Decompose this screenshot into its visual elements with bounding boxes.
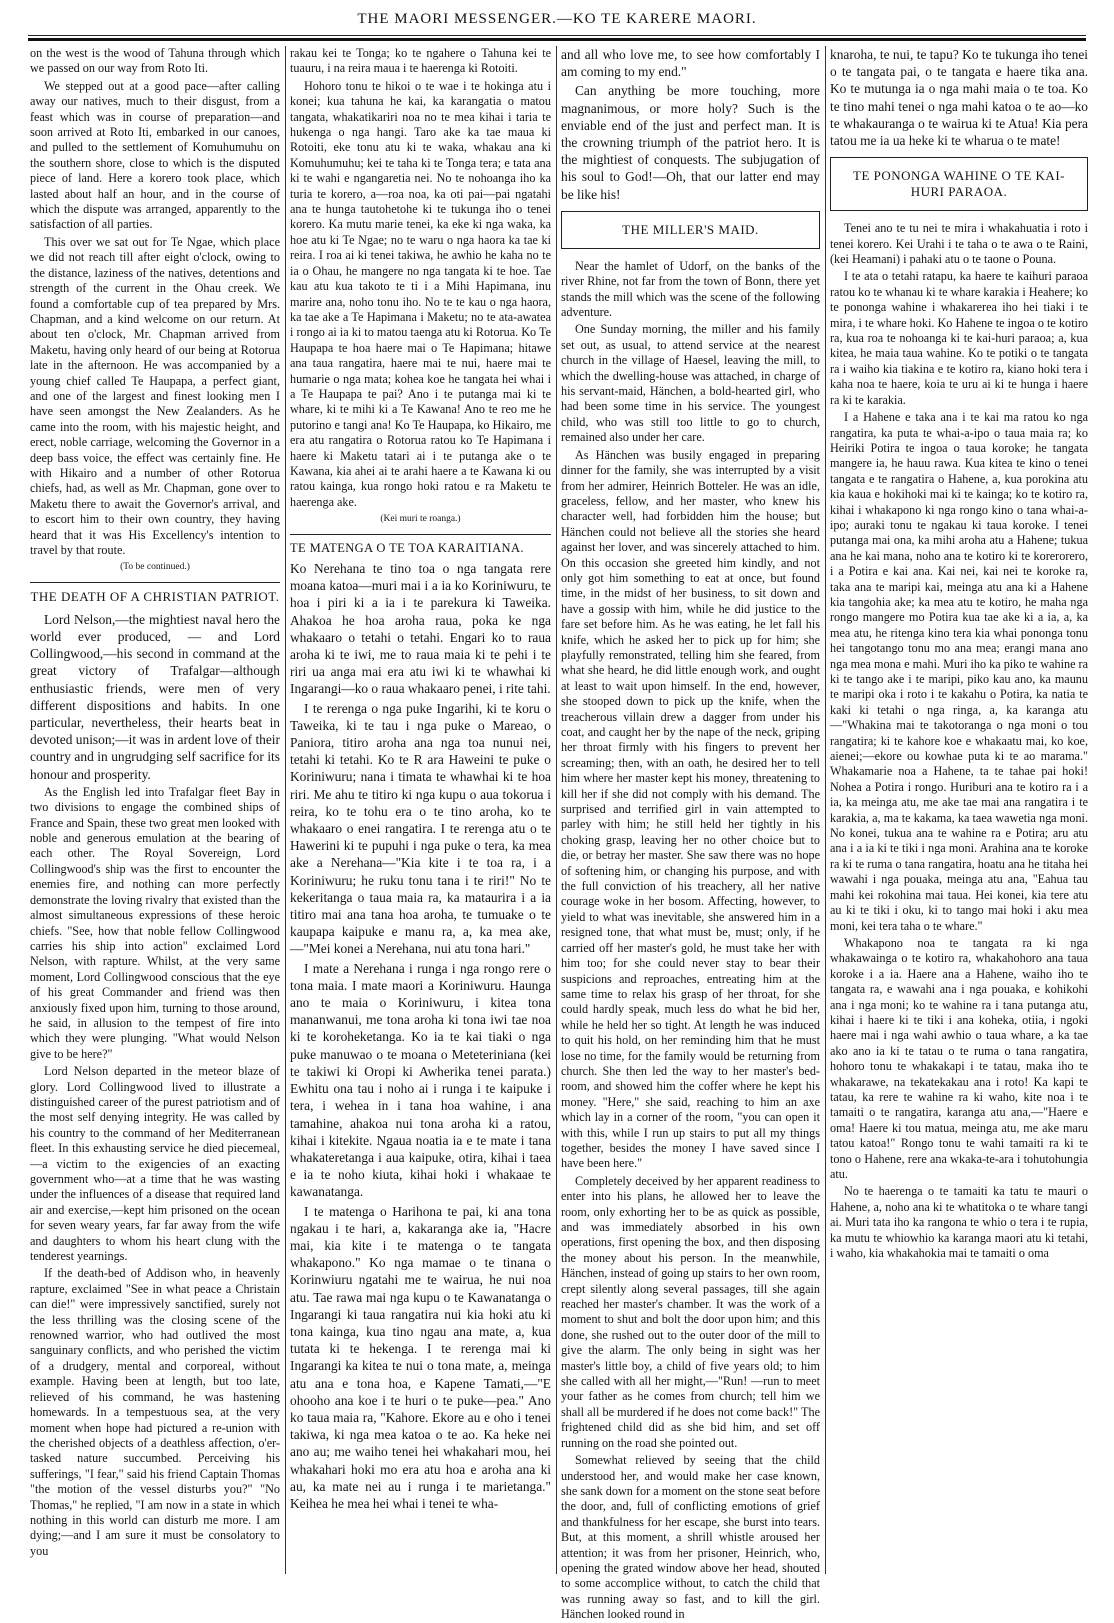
paragraph: One Sunday morning, the miller and his family set out, as usual, to attend service at the nearest church in the village of Haesel, leaving the mill, to which the dwelling-house was attached, in charge of his servant-maid, Hänchen, a bold-hearted girl, who had been some time in his service. The youngest child, who was still too little to go to church, remained also under her care. bbox=[561, 322, 820, 445]
continued-note: (Kei muri te roanga.) bbox=[380, 514, 461, 525]
paragraph: I te ata o tetahi ratapu, ka haere te kaihuri paraoa ratou ko te whanau ki te whare karakia i Heahere; ko te pononga wahine i whakarerea iho hei tiaki i te mira, i te whare hoki. Ko Hahene te ingoa o te kotiro ra, kua roa te nohoanga ki te kai-huri paraoa; a, kua kitea, he maia taua wahine. Ko te potiki o te tangata ra i waiho kia tiakina e te kotiro ra, kiano hoki tera i kaha noa te haere, koia te uru ai ki te hunga i haere ra ki te karakia. bbox=[830, 269, 1088, 407]
paragraph: Near the hamlet of Udorf, on the banks of the river Rhine, not far from the town of Bonn, there yet stands the mill which was the scene of the following adventure. bbox=[561, 258, 820, 320]
paragraph: Lord Nelson,—the mightiest naval hero the world ever produced, — and Lord Collingwood,—his second in command at the great victory of Trafalgar—although enthusiastic friends, were men of very different dispositions and habits. In one particular, nevertheless, their hearts beat in devoted unison;—it was in ardent love of their country and in ungrudging self sacrifice for its honour and prosperity. bbox=[30, 611, 280, 782]
article-heading: THE MILLER'S MAID. bbox=[622, 221, 759, 237]
article-heading: TE MATENGA O TE TOA KARAITIANA. bbox=[290, 540, 524, 555]
heading-box bbox=[830, 157, 1088, 211]
heading-box bbox=[561, 211, 820, 249]
column-3 bbox=[561, 46, 820, 1622]
paragraph: As Hänchen was busily engaged in preparing dinner for the family, she was interrupted by a visit from her admirer, Heinrich Botteler. He was an idle, graceless, fellow, and her master, who knew his character well, had forbidden him the house; but Hänchen could not believe all the stories she heard against her lover, and was sincerely attached to him. On this occasion she greeted him kindly, and not only got him something to eat at once, but found time, in the midst of her business, to sit down and have a gossip with him, while he did justice to the fare set before him. As he was eating, he let fall his knife, which he asked her to pick up for him; she playfully remonstrated, telling him she feared, from what she heard, he did little enough work, and ought at least to wait upon himself. In the end, however, she stooped down to pick up the knife, when the treacherous villain drew a dagger from under his coat, and caught her by the nape of the neck, griping her throat firmly with his fingers to prevent her screaming; then, with an oath, he desired her to tell him where her master kept his money, threatening to kill her if she did not comply with his demand. The surprised and terrified girl in vain attempted to parley with him; he still held her tightly in his choking grasp, leaving her no other choice but to die, or betray her master. She saw there was no hope of softening him, or changing his purpose, and with the full conviction of his treachery, all her native courage woke in her bosom. Affecting, however, to yield to what was inevitable, she answered him in a resigned tone, that what must be, must; only, if he carried off her master's gold, he must take her with him too; for she could never stay to bear their suspicions and reproaches, entreating him at the same time to relax his grasp of her throat, for she could hardly speak, much less do what he bid her, while he held her so tight. At length he was induced to quit his hold, on her reminding him that he must lose no time, for the family would be returning from church. She then led the way to her master's bed-room, and showed him the coffer where he kept his money. "Here," she said, reaching to him an axe which lay in a corner of the room, "you can open it with this, while I run up stairs to put all my things together, besides the money I have saved since I have been here." bbox=[561, 447, 820, 1171]
paragraph: Lord Nelson departed in the meteor blaze of glory. Lord Collingwood lived to illustrate a distinguished career of the purest patriotism and of the most self denying integrity. He was called by his country to the command of her Mediterranean fleet. In this exhausting service he died piecemeal,—a victim to the exigencies of an exacting government who—at a time that he was wasting under the influences of a disease that required land air and exercise,—kept him prisoned on the ocean for seven weary years, far far away from the wife and daughters to whom his heart clung with the tenderest yearnings. bbox=[30, 1064, 280, 1264]
paragraph: Completely deceived by her apparent readiness to enter into his plans, he allowed her to leave the room, only exhorting her to be as quick as possible, and was immediately absorbed in his own operations, first opening the box, and then disposing the money about his person. In the meanwhile, Hänchen, instead of going up stairs to her own room, crept silently along several passages, till she again reached her master's chamber. It was the work of a moment to shut and bolt the door upon him; and this done, she rushed out to the outer door of the mill to give the alarm. The only being in sight was her master's little boy, a child of five years old; to him she called with all her might,—"Run! —run to meet your father as he comes from church; tell him we shall all be murdered if he does not come back!" The frightened child did as she bid him, and set off running on the road she pointed out. bbox=[561, 1173, 820, 1450]
paragraph: If the death-bed of Addison who, in heavenly rapture, exclaimed "See in what peace a Christain can die!" were impressively sanctified, surely not the less thrilling was the closing scene of the renowned warrior, who had outlived the most sanguinary conflicts, and who perished the victim of a drudgery, mental and corporeal, without example. Having been at length, but too late, relieved of his command, he was hastening homewards. In a tempestuous sea, at the very moment when hope had pictured a re-union with the cherished objects of a deathless affection, o'er-tasked nature succumbed. Perceiving his sufferings, "I fear," said his friend Captain Thomas "the motion of the vessel disturbs you?" "No Thomas," he replied, "I am now in a state in which nothing in this world can disturb me more. I am dying;—and I am sure it must be consolatory to you bbox=[30, 1266, 280, 1558]
article-heading: TE PONONGA WAHINE O TE KAI-HURI PARAOA. bbox=[853, 168, 1065, 200]
paragraph: This over we sat out for Te Ngae, which place we did not reach till after eight o'clock, owing to the distance, laziness of the natives, detentions and strength of the current in the Ohau creek. We found a comfortable cup of tea prepared by Mrs. Chapman, and a kind welcome on our return. At about ten o'clock, Mr. Chapman arrived from Maketu, having only heard of our being at Rotorua late in the afternoon. He was accompanied by a young chief called Te Haupapa, a perfect giant, and one of the largest and finest looking men I have seen amongst the New Zealanders. As he came into the room, with his majestic height, and erect, noble carriage, welcoming the Governor in a deep bass voice, the effect was certainly fine. He with Hikairo and a number of other Rotorua chiefs, had, as well as Mr. Chapman, gone over to Maketu there to await the Governor's arrival, and to escort him to their own country, they having heard that it was His Excellency's intention to travel by that route. bbox=[30, 234, 280, 557]
column-divider bbox=[556, 46, 557, 1574]
paragraph: As the English led into Trafalgar fleet Bay in two divisions to engage the combined ships of France and Spain, these two great men looked with noble and generous emulation at the bearing of each other. The Royal Sovereign, Lord Collingwood's ship was the first to encounter the enemies fire, and nothing can more perfectly demonstrate the loving rivalry that existed than the almost simultaneous expressions of these heroic chiefs. "See, how that noble fellow Collingwood carries his ship into action" exclaimed Lord Nelson, with rapture. Whilst, at the very same moment, Lord Collingwood conscious that the eye of his great Commander and friend was then anxiously fixed upon him, turning to those around, he said, in allusion to the tempest of fire into which they were plunging. "What would Nelson give to be here?" bbox=[30, 784, 280, 1061]
column-2 bbox=[290, 46, 551, 1572]
section-divider bbox=[30, 582, 280, 583]
paragraph: Can anything be more touching, more magnanimous, or more holy? Such is the enviable end of the just and perfect man. It is the crowning triumph of the patriot hero. It is the mightiest of conquests. The subjugation of his soul to God!—Oh, that our latter end may be like his! bbox=[561, 83, 820, 202]
paragraph: knaroha, te nui, te tapu? Ko te tukunga iho tenei o te tangata pai, o te tangata e haere tika ana. Ko te mutunga ia o nga mahi maia o te toa. Ko te tino mahi tenei o nga mahi katoa o te ao—ko te whakauranga o te wairua ki te Atua! Kia pera tatou me ia ua heke ki te wharua o te mate! bbox=[830, 47, 1088, 149]
paragraph: No te haerenga o te tamaiti ka tatu te mauri o Hahene, a, noho ana ki te whatitoka o te whare tangi ai. Muri tata iho ka rangona te whio o tera i te rupia, ka mutu te whiowhio ka karanga maori atu ki tetahi, i waho, kia whakahokia mai te tamaiti o oma bbox=[830, 1184, 1088, 1261]
paragraph: I te matenga o Harihona te pai, ki ana tona ngakau i te hari, a, kakaranga ake ia, "Hacre mai, kia kite i te matenga o te tangata whakapono." Ko nga mamae o te tinana o Korinwiuru ngatahi me te wairua, he nui noa atu. Tae rawa mai nga kupu o te Kawanatanga o Ingarangi ki taua rangatira nui kia hoki atu ki tona kainga, kua tino ngau ana mate, a, kua tutata ki te hekenga. I te rerenga mai ki Ingarangi ka kitea te nui o tona mate, a, meinga atu ana e tona hoa, e Kapene Tamati,—"E ohooho ana koe i te huri o te puke—pea." Ano ko taua maia ra, "Kahore. Ekore au e oho i tenei takiwa, ki nga mea katoa o te ao. Ka heke nei ano au; me waiho tenei hei whakahari mou, hei whakahari hoki mo era atu hoa e aroha ana ki au, ka mate nei au i runga i te marietanga." Keihea he mea hei whai i tenei te wha- bbox=[290, 1203, 551, 1511]
paragraph: I a Hahene e taka ana i te kai ma ratou ko nga rangatira, ka puta te whai-a-ipo o taua maia ra; ko Heiriki Potira te ingoa o taua koroke; he tangata mangere ia, he hauu rawa. Kua kitea te kino o tenei tangata e te rangatira o Hahene, a, kua porokina atu kia kaua e hokihoki mai ki te kainga; ko te kotiro ra, kihai i whakapono ki nga rongo kino o tana whai-a-ipo; auraki tonu te ngakau ki taua koroke. I tenei putanga mai ona, ka mihi aroha atu a Hahene; tukua ana he kai mana, noho ana te kotiro ki te korerorero, i a Potira e kai ana. Kai nei, kai nei te koroke ra, taka ana te maripi kai, meinga atu ana ki a Hahene kia tangohia ake; ka mea atu te kotiro, he maha nga rongo mangere mo Potira kua tae ake ki a ia, a, ka mea atu, he ritenga kino tera kia whai pononga tonu hei tangotango tonu mo ana mea; erangi mana ano nga mea mona e mahi. Muri iho ka piko te wahine ra ki te tango ake i te maripi, piko kau ano, ka maunu te maripi oka i roto i te kakahu o Potira, ka natia te kaki ki tetahi o nga ringa, a, ka karanga atu—"Whakina mai te takotoranga o nga moni o tou rangatira; ki te kahore koe e whakaatu mai, ko koe, aienei;—ekore ou kowhae puta ki te ao marama." Whakamarie noa a Hahene, ta te tahae pai hoki! Nohea a Potira i rongo. Huriburi ana te kotiro ra i a ia, ka meinga atu, me ake tae mai ana rangatira i te karakia, a, ma te kakama, ka taea wawetia nga moni. No konei, tukua ana te wahine ra e Potira; aru atu ana i a ia ki te tiki i nga moni. Arahina ana te koroke ra ki te ruma o tana rangatira, hoatu ana he titaha hei wawahi i nga pouaka, meinga atu ana, "Eahua tau mahi kei rokohina mai taua. Hei konei, kia tere atu au ki te tiki i oku, ki to tango mai hoki i aku mea moni, kei tera taha o te whare." bbox=[830, 410, 1088, 933]
section-divider bbox=[290, 534, 551, 535]
paragraph: We stepped out at a good pace—after calling away our natives, much to their disgust, from a feast which was in course of preparation—and soon arrived at Roto Iti, embarked in our canoes, and pulled to the settlement of Komuhumuhu on the southern shore, close to which is the disputed piece of land. Here a korero took place, which lasted about half an hour, and in the course of which the dispute was arranged, apparently to the satisfaction of all parties. bbox=[30, 78, 280, 232]
paragraph: Whakapono noa te tangata ra ki nga whakawainga o te kotiro ra, whakahohoro ana taua koroke i a ia. Haere ana a Hahene, waiho iho te tangata ra, e wawahi ana i nga pouaka, e kohikohi ana i nga moni; ko te wahine ra i tana putanga atu, kihai i haere ki te tiki i ana koheka, otiia, i ngoki haere mai i nga wahi awhio o taua whare, a ka tae ako ano ia ki te tatau o te ruma o tana rangatira, hohoro tonu te whakakapi i te tatau, maka iho te whakarawe, na tekatekakau ana i roto! Ka kapi te tatau, ka rere te wahine ra ki waho, kite noa i te tamaiti o te rangatira, karanga atu ana,—"Haere e oma! Haere ki tou matua, meinga atu, me ake maru tatou katoa!" Rongo tonu te wahi tamaiti ra ki te tono o Hahene, rere ana wkaka-te-ara i tohutohungia atu. bbox=[830, 935, 1088, 1181]
column-1 bbox=[30, 46, 280, 1572]
column-divider bbox=[825, 46, 826, 1574]
paragraph: rakau kei te Tonga; ko te ngahere o Tahuna kei te tuauru, i na reira maua i te haerenga ki Rotoiti. bbox=[290, 46, 551, 76]
paragraph: Tenei ano te tu nei te mira i whakahuatia i roto i tenei korero. Kei Urahi i te taha o te awa o te Raini, (kei Heamani) i pahaki atu o te taone o Pouna. bbox=[830, 221, 1088, 267]
masthead-rule-thin bbox=[28, 35, 1086, 36]
paragraph: Ko Nerehana te tino toa o nga tangata rere moana katoa—muri mai i a ia ko Koriniwuru, te hoa i piri ki a ia i te parekura ki Taweika. Ahakoa he hoa aroha raua, poka ke nga whakaaro o tetahi o tetahi. Engari ko to raua aroha ki te iwi, me to raua maia ki te pehi i te riri ua anga mai era atu iwi ki te whawhai ki Ingarangi—ko o raua whakaaro penei, i rite tahi. bbox=[290, 561, 551, 697]
column-divider bbox=[285, 46, 286, 1574]
paragraph: I mate a Nerehana i runga i nga rongo rere o tona maia. I mate maori a Koriniwuru. Haunga ano te maia o Koriniwuru, i kitea tona mananwanui, me tona aroha ki tona iwi tae noa ki te koroheketanga. Ko ia te kai tiaki o nga puke manuwao o te moana o Meteteriniana (kei te takiwi ki Oropi ki Awherika tenei parata.) Ewhitu ona tau i noho ai i runga i te kaipuke i tera, i wehea in i tana hoa wahine, i ana tamahine, ahakoa nui tona aroha ki a ratou, kihai i kitekite. Ngaua noatia ia e te mate i tana whakateretanga i aua kaipuke, otira, kihai i taea e ia te noho kiuta, kihai hoki i whakaae te kawanatanga. bbox=[290, 960, 551, 1200]
paragraph: Somewhat relieved by seeing that the child understood her, and would make her case known, she sank down for a moment on the stone seat before the door, and, full of conflicting emotions of grief and thankfulness for her escape, she burst into tears. But, at this moment, a shrill whistle aroused her attention; it was from her prisoner, Heinrich, who, opening the grated window above her head, shouted to some accomplice without, to catch the child that was running away so fast, and to kill the girl. Hänchen looked round in bbox=[561, 1453, 820, 1622]
column-4 bbox=[830, 46, 1088, 1572]
paragraph: on the west is the wood of Tahuna through which we passed on our way from Roto Iti. bbox=[30, 46, 280, 76]
paragraph: I te rerenga o nga puke Ingarihi, ki te koru o Taweika, ki te tau i nga puke o Mareao, o Paniora, titiro aroha ana nga toa nunui nei, tetahi ki tetahi. Ko te R ara Haweini te puke o Koriniwuru; nana i timata te whawhai ki te hoa riri. Me ahu te titiro ki nga kupu o aua tokorua i reira, ko te tohu era o te tino aroha, ko te whakaaro o enei rangatira. I te rerenga atu o te Hawerini ki te pupuhi i nga puke o tera, ka mea ake a Nerehana—"Kia kite i te toa ra, i a Koriniwuru; he ruku tonu tana i te riri!" No te kekeritanga o taua maia ra, ka mataurira i a ia titiro mai ana tana hoa aroha, te tumuake o te kaupapa kaipuke e manu ra, a, ka mea ake,—"Mei konei a Nerehana, nui atu tona hari." bbox=[290, 700, 551, 957]
article-heading: THE DEATH OF A CHRISTIAN PATRIOT. bbox=[30, 588, 280, 604]
masthead-title: THE MAORI MESSENGER.—KO TE KARERE MAORI. bbox=[357, 11, 757, 27]
continued-note: (To be continued.) bbox=[120, 562, 190, 573]
paragraph: Hohoro tonu te hikoi o te wae i te hokinga atu i konei; kua tahuna he kai, ka karangatia o matou tangata, whakatikariri noa no te mea kihai i taria te hukenga o nga hangi. Taro ake ka tae maua ki Rotoiti, eke tonu atu ki te waka, whakau ana ki Komuhumuhu; kei te taha ki te Tonga tera; e tata ana ki te wahi e ngangaretia nei. No te nohoanga iho ka turia te korero, a—roa noa, ka oti pai—pai ngatahi ana te hunga tautohetohe ki te tukunga iho o tenei korero. Ka mutu marie tenei, ka eke ki nga waka, ka hoe atu ki Te Ngae; no te waru o nga haora ka tae ki reira. I roa ai ki tenei takiwa, he awhio he kaha no te ia o Ohau, he mangere no nga tangata ki te hoe. Tae kau atu kua takoto te ti i a Mihi Hapimana, inu marire ana, noho tonu iho. No te te kau o nga haora, ka tae ake a Te Hapimana i Maketu; no te ata-awatea i rongo ai ia ki to matou taenga atu ki Rotorua. Ko Te Haupapa te hoa haere mai o Te Hapimana; hitawe ana taua rangatira, haere mai te nui, haere mai te humarie o nga mata; kohea koe he tangata hei whai i a Te Haupapa te pai? Ano i te putanga mai ki te whare, ki te mihi ki a Te Kawana! Ano te reo me he putorino e tangi ana! Ko Te Haupapa, ko Hikairo, me era atu rangatira o Rotorua ratou ko Te Hapimana i haere ki Maketu tatari ai i te putanga ake o te Kawana, kia ahei ai te arahi haere a te Kawana ki ou ratou kainga, kua rongo hoki ratou e ra Maketu te haerenga ake. bbox=[290, 78, 551, 509]
masthead-rule-thick bbox=[28, 38, 1086, 41]
paragraph: and all who love me, to see how comfortably I am coming to my end." bbox=[561, 47, 820, 80]
